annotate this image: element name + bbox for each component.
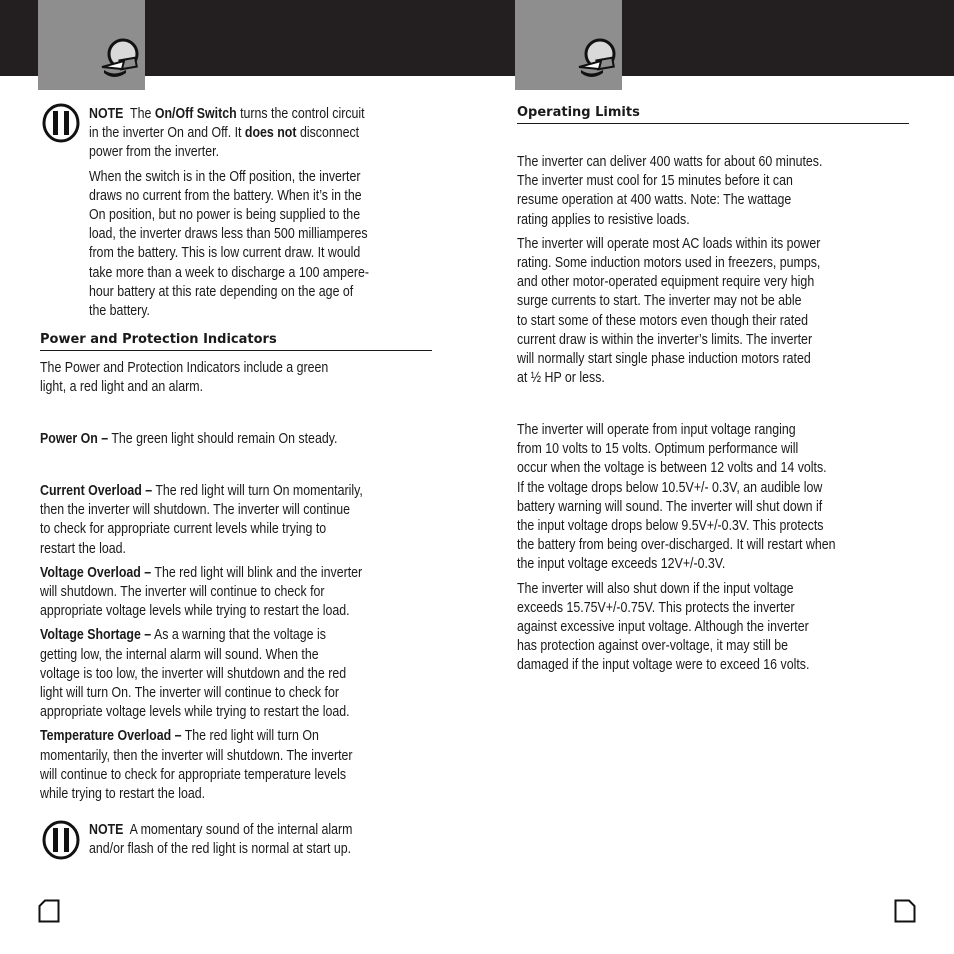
paragraph-line: the battery from being over-discharged. It will restart when [517, 537, 836, 554]
page-corner-icon [894, 899, 916, 923]
item-text: appropriate voltage levels while trying to restart the load. [40, 603, 350, 620]
note-2 [89, 821, 352, 859]
indicators-intro [40, 359, 328, 397]
note-1-para-2-line: from the battery. This is low current draw. It would [89, 245, 361, 262]
paragraph-line: to start some of these motors even though their rated [517, 312, 809, 329]
paragraph-line: damaged if the input voltage were to exceed 16 volts. [517, 657, 810, 674]
note-text: and/or flash of the red light is normal at start up. [89, 841, 352, 858]
item-text: The red light will turn On [184, 728, 319, 745]
note-1 [89, 105, 369, 321]
paragraph-line: The inverter can deliver 400 watts for about 60 minutes. [517, 154, 823, 170]
item-text: voltage is too low, the inverter will shutdown and the red [40, 665, 347, 682]
note-label: NOTE [89, 106, 124, 122]
paragraph-line: the input voltage drops below 9.5V+/-0.3V. This protects [517, 518, 824, 535]
paragraph-line: If the voltage drops below 10.5V+/- 0.3V, an audible low [517, 479, 823, 496]
operating-limits-text [517, 153, 822, 388]
voltage-shortage-term: Voltage Shortage – [40, 627, 152, 644]
item-text: getting low, the internal alarm will sound. When the [40, 646, 319, 663]
item-text: will continue to check for appropriate temperature levels [40, 766, 347, 783]
desk-lamp-icon [575, 37, 621, 81]
item-text: restart the load. [40, 540, 126, 557]
page-corner-icon [38, 899, 60, 923]
paragraph-line: rating applies to resistive loads. [517, 211, 690, 228]
power-on-term: Power On – [40, 431, 109, 447]
note-1-para-2-line: take more than a week to discharge a 100 ampere- [89, 264, 369, 281]
item-text: The red light will blink and the inverter [154, 564, 363, 581]
note-text: in the inverter On and Off. It [89, 125, 242, 142]
paragraph-line: at ½ HP or less. [517, 370, 605, 387]
paragraph-line: and other motor-operated equipment require very high [517, 274, 815, 291]
paragraph-line: current draw is within the inverter’s limits. The inverter [517, 331, 813, 348]
paragraph-line: exceeds 15.75V+/-0.75V. This protects the inverter [517, 599, 795, 616]
current-overload-term: Current Overload – [40, 483, 153, 499]
paragraph-line: resume operation at 400 watts. Note: The wattage [517, 192, 792, 209]
paragraph-line: The inverter must cool for 15 minutes before it can [517, 173, 793, 190]
item-text: momentarily, then the inverter will shutdown. The inverter [40, 747, 353, 764]
item-text: appropriate voltage levels while trying to restart the load. [40, 704, 350, 721]
intro-line: light, a red light and an alarm. [40, 379, 204, 396]
item-text: light will turn On. The inverter will continue to check for [40, 685, 339, 702]
note-1-para-2-line: load, the inverter draws less than 500 milliamperes [89, 226, 368, 243]
paragraph-line: The inverter will operate from input voltage ranging [517, 422, 796, 438]
note-text: A momentary sound of the internal alarm [129, 822, 353, 838]
note-text: turns the control circuit [240, 106, 365, 122]
note-1-para-2-line: When the switch is in the Off position, the inverter [89, 168, 361, 185]
note-1-line-3: power from the inverter. [89, 144, 220, 161]
temperature-overload-term: Temperature Overload – [40, 728, 182, 745]
paragraph-line: from 10 volts to 15 volts. Optimum performance will [517, 441, 799, 458]
item-text: then the inverter will shutdown. The inverter will continue [40, 502, 351, 519]
power-protection-heading: Power and Protection Indicators [40, 332, 432, 351]
item-text: The red light will turn On momentarily, [155, 483, 363, 499]
note-icon [42, 103, 80, 143]
on-off-switch-term: On/Off Switch [154, 106, 237, 122]
power-on-text: The green light should remain On steady. [111, 431, 338, 447]
operating-limits-heading: Operating Limits [517, 105, 909, 124]
item-text: As a warning that the voltage is [153, 627, 326, 644]
input-voltage-text [517, 421, 835, 676]
note-1-para-2-line: On position, but no power is being supplied to the [89, 207, 361, 224]
voltage-overload-term: Voltage Overload – [40, 564, 152, 581]
note-text: The [130, 106, 152, 122]
header-tab-right [515, 0, 622, 90]
note-1-para-2-line: hour battery at this rate depending on the age of [89, 283, 354, 300]
paragraph-line: the input voltage exceeds 12V+/-0.3V. [517, 556, 726, 573]
note-icon [42, 820, 80, 860]
paragraph-line: has protection against over-voltage, it may still be [517, 638, 789, 655]
note-text: disconnect [299, 125, 360, 142]
desk-lamp-icon [98, 37, 144, 81]
indicator-list [40, 482, 363, 804]
paragraph-line: battery warning will sound. The inverter will shut down if [517, 498, 823, 515]
paragraph-line: occur when the voltage is between 12 volts and 14 volts. [517, 460, 827, 477]
header-tab-left [38, 0, 145, 90]
paragraph-line: The inverter will operate most AC loads within its power [517, 235, 821, 252]
paragraph-line: surge currents to start. The inverter may not be able [517, 293, 802, 310]
item-text: while trying to restart the load. [40, 786, 206, 803]
note-label: NOTE [89, 822, 124, 838]
paragraph-line: will normally start single phase induction motors rated [517, 351, 811, 368]
item-text: will shutdown. The inverter will continue to check for [40, 584, 325, 601]
emphasis-text: does not [244, 125, 297, 142]
paragraph-line: rating. Some induction motors used in freezers, pumps, [517, 255, 821, 272]
paragraph-line: The inverter will also shut down if the input voltage [517, 580, 794, 597]
note-1-para-2-line: the battery. [89, 303, 151, 320]
power-on-item [40, 430, 337, 449]
note-1-para-2-line: draws no current from the battery. When it’s in the [89, 187, 362, 204]
paragraph-line: against excessive input voltage. Although the inverter [517, 619, 809, 636]
note-1-line-2 [89, 124, 369, 143]
item-text: to check for appropriate current levels while trying to [40, 521, 327, 538]
note-1-line-1 [89, 105, 369, 124]
intro-line: The Power and Protection Indicators include a green [40, 360, 329, 376]
